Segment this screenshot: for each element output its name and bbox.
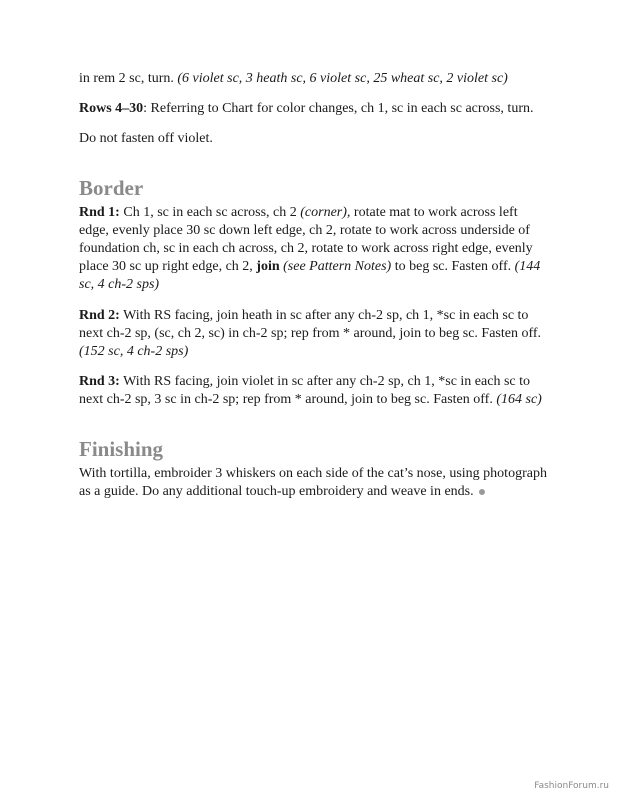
rnd3-stitch-count: (164 sc) (496, 392, 542, 408)
rnd2-paragraph (79, 307, 549, 362)
finishing-heading: Finishing (79, 436, 164, 461)
rnd2-stitch-count: (152 sc, 4 ch-2 sps) (79, 344, 189, 360)
rnd2-text: With RS facing, join heath in sc after any ch-2 sp, ch 1, *sc in each sc to next ch-2 sp, (sc, ch 2, sc) in ch-2 sp; rep from * around, join to beg sc. Fasten off. (79, 307, 542, 341)
rnd1-text-4: to beg sc. Fasten off. (391, 259, 515, 275)
rows-paragraph (79, 100, 549, 118)
intro-text: in rem 2 sc, turn. (79, 71, 178, 86)
rnd3-label: Rnd 3: (79, 374, 120, 390)
rnd1-text-1: Ch 1, sc in each sc across, ch 2 (119, 204, 301, 220)
rnd1-paragraph (79, 204, 549, 295)
rnd1-label: Rnd 1: (79, 204, 120, 220)
document-page (79, 70, 549, 501)
intro-stitch-count: (6 violet sc, 3 heath sc, 6 violet sc, 25 wheat sc, 2 violet sc) (177, 71, 508, 86)
rnd2-label: Rnd 2: (79, 307, 120, 323)
rnd1-stitch-count: (144 sc, 4 ch-2 sps) (79, 259, 541, 293)
rnd1-italic-2: (see Pattern Notes) (283, 259, 392, 275)
rows-text: : Referring to Chart for color changes, ch 1, sc in each sc across, turn. (143, 101, 534, 117)
rnd3-text: With RS facing, join violet in sc after any ch-2 sp, ch 1, *sc in each sc to next ch-2 sp, 3 sc in ch-2 sp; rep from * around, join to beg sc. Fasten off. (79, 374, 530, 408)
rnd1-join: join (256, 259, 280, 275)
intro-paragraph (79, 70, 549, 88)
rnd3-paragraph (79, 373, 549, 409)
finishing-text: With tortilla, embroider 3 whiskers on each side of the cat’s nose, using photograph as a guide. Do any additional touch-up embroidery and weave in ends. (79, 465, 547, 499)
end-mark-icon (479, 489, 485, 495)
finishing-paragraph (79, 465, 549, 501)
rnd1-text-2: rotate mat to work across left edge, evenly place 30 sc down left edge, ch 2, rotate to work across underside of foundation ch, sc in each ch across, ch 2, rotate to work across right edge, evenly place 30 sc up right edge, ch 2, (79, 204, 533, 275)
rnd1-italic-1: (corner), (300, 204, 351, 220)
fasten-paragraph: Do not fasten off violet. (79, 131, 213, 147)
rows-label: Rows 4–30 (79, 101, 144, 117)
border-heading: Border (79, 175, 144, 200)
watermark: FashionForum.ru (534, 781, 609, 791)
